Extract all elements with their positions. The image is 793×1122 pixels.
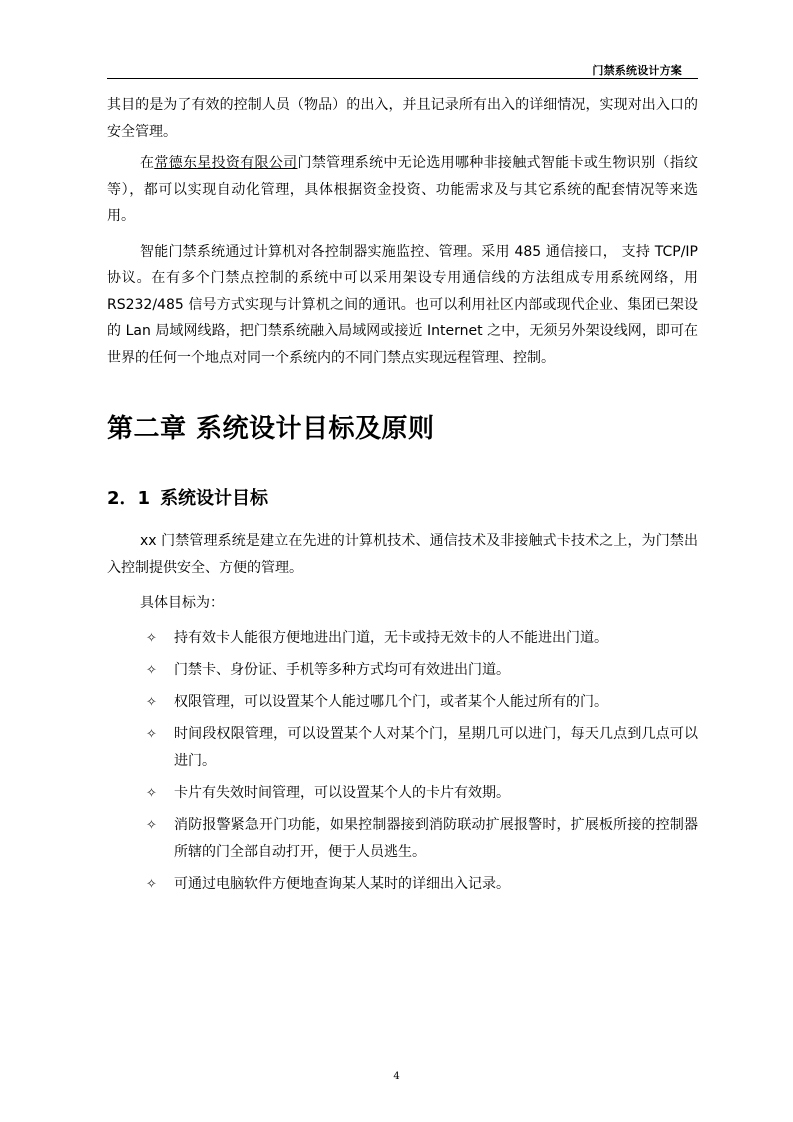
list-item-text: 持有效卡人能很方便地进出门道，无卡或持无效卡的人不能进出门道。	[174, 629, 608, 646]
list-item	[107, 625, 698, 652]
section-paragraph-2: 具体目标为：	[140, 595, 224, 611]
list-item	[107, 721, 698, 775]
list-item	[107, 689, 698, 716]
diamond-bullet-icon: ✧	[146, 726, 157, 742]
list-item-text: 消防报警紧急开门功能，如果控制器接到消防联动扩展报警时，扩展板所接的控制器所辖的门全部自动打开，便于人员逃生。	[174, 816, 698, 860]
list-item-text: 时间段权限管理，可以设置某个人对某个门，星期几可以进门，每天几点到几点可以进门。	[174, 725, 698, 769]
diamond-bullet-icon: ✧	[146, 694, 157, 710]
target-bullet-list	[107, 625, 698, 898]
diamond-bullet-icon: ✧	[146, 785, 157, 801]
list-item	[107, 871, 698, 898]
list-item-text: 可通过电脑软件方便地查询某人某时的详细出入记录。	[174, 875, 510, 892]
company-name-link: 常德东星投资有限公司	[154, 155, 298, 171]
intro-paragraph-1: 其目的是为了有效的控制人员（物品）的出入，并且记录所有出入的详细情况，实现对出入口的安全管理。	[107, 97, 698, 140]
list-item	[107, 812, 698, 866]
diamond-bullet-icon: ✧	[146, 630, 157, 646]
diamond-bullet-icon: ✧	[146, 662, 157, 678]
list-item-text: 权限管理，可以设置某个人能过哪几个门，或者某个人能过所有的门。	[174, 693, 608, 710]
intro-paragraph-2-text: 门禁管理系统中无论选用哪种非接触式智能卡或生物识别（指纹等），都可以实现自动化管理，具体根据资金投资、功能需求及与其它系统的配套情况等来选用。	[107, 155, 699, 224]
intro-paragraph-2: 在常德东星投资有限公司门禁管理系统中无论选用哪种非接触式智能卡或生物识别（指纹等），都可以实现自动化管理，具体根据资金投资、功能需求及与其它系统的配套情况等来选用。	[107, 155, 699, 224]
diamond-bullet-icon: ✧	[146, 817, 157, 833]
page-header-title: 门禁系统设计方案	[592, 64, 682, 77]
section-paragraph-1: xx 门禁管理系统是建立在先进的计算机技术、通信技术及非接触式卡技术之上，为门禁出入控制提供安全、方便的管理。	[107, 533, 698, 576]
section-title-text: 系统设计目标	[160, 488, 269, 509]
list-item	[107, 780, 698, 807]
diamond-bullet-icon: ✧	[146, 876, 157, 892]
section-number: 2．1	[107, 488, 151, 509]
page-number: 4	[393, 1071, 400, 1082]
document-body	[107, 92, 698, 903]
section-heading	[107, 484, 698, 514]
chapter-title: 第二章 系统设计目标及原则	[107, 414, 435, 444]
list-item	[107, 657, 698, 684]
list-item-text: 门禁卡、身份证、手机等多种方式均可有效进出门道。	[174, 661, 510, 678]
list-item-text: 卡片有失效时间管理，可以设置某个人的卡片有效期。	[174, 784, 510, 801]
header-divider	[107, 78, 698, 79]
intro-paragraph-3: 智能门禁系统通过计算机对各控制器实施监控、管理。采用 485 通信接口， 支持 TCP/IP 协议。在有多个门禁点控制的系统中可以采用架设专用通信线的方法组成专用系统网络，用 RS232/485 信号方式实现与计算机之间的通讯。也可以利用社区内部或现代企业、集团已架设的 Lan 局域网线路，把门禁系统融入局域网或接近 Internet 之中，无须另外架设线网，即可在世界的任何一个地点对同一个系统内的不同门禁点实现远程管理、控制。	[107, 243, 698, 366]
